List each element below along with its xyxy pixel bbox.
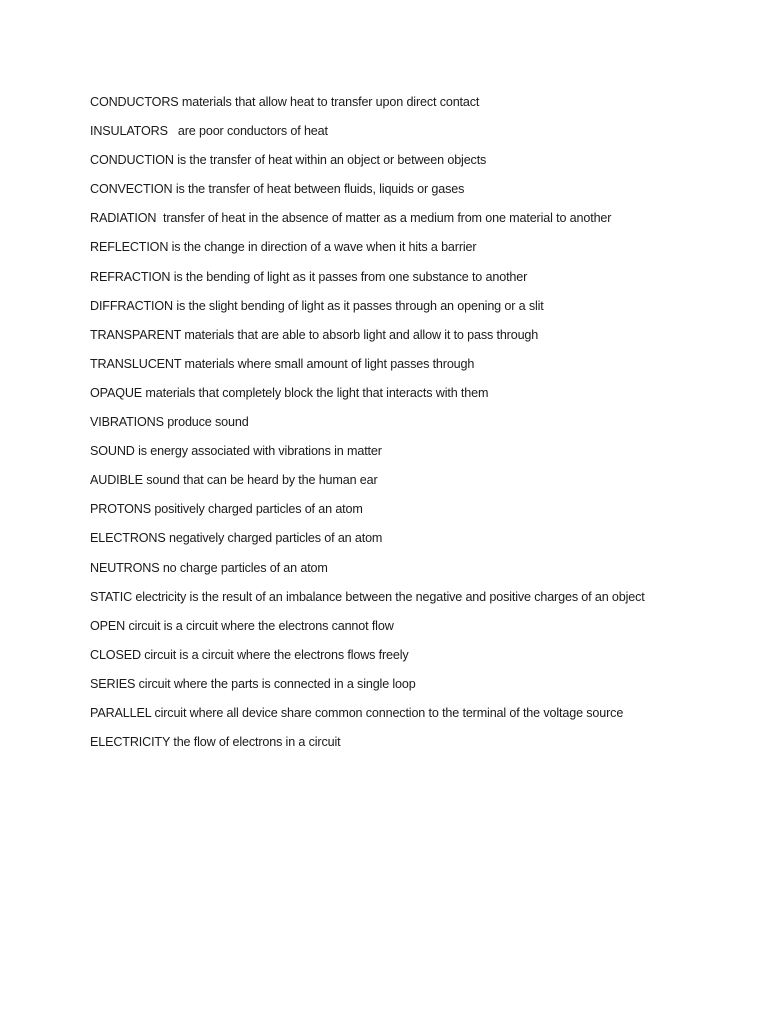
definition: sound that can be heard by the human ear	[146, 473, 378, 488]
term: PROTONS	[90, 502, 151, 517]
definition-line-parallel	[90, 704, 750, 733]
definition-line-opaque	[90, 384, 750, 413]
definition: negatively charged particles of an atom	[169, 531, 383, 546]
definition-line-reflection	[90, 238, 750, 267]
definition-line-audible	[90, 471, 750, 500]
definition-line-translucent	[90, 355, 750, 384]
definition: circuit where all device share common connection to the terminal of the voltage source	[154, 705, 624, 720]
definition: positively charged particles of an atom	[154, 502, 363, 517]
definition: are poor conductors of heat	[171, 124, 328, 139]
term: AUDIBLE	[90, 473, 143, 488]
term: TRANSLUCENT	[90, 356, 182, 371]
term: STATIC	[90, 589, 133, 604]
definition-line-electrons	[90, 529, 750, 558]
term: DIFFRACTION	[90, 298, 174, 313]
definition: no charge particles of an atom	[162, 560, 328, 575]
definition: is the transfer of heat within an object or between objects	[177, 153, 487, 168]
definition: materials that completely block the light that interacts with them	[145, 385, 489, 400]
definition: the flow of electrons in a circuit	[173, 735, 341, 750]
definition: materials where small amount of light passes through	[184, 356, 475, 371]
definition-line-electricity	[90, 733, 750, 762]
definition: materials that allow heat to transfer upon direct contact	[181, 95, 480, 109]
definition-line-transparent	[90, 326, 750, 355]
definition-line-vibrations	[90, 413, 750, 442]
term: ELECTRONS	[90, 531, 166, 546]
term: RADIATION	[90, 211, 157, 226]
term: NEUTRONS	[90, 560, 160, 575]
definition: circuit is a circuit where the electrons flows freely	[144, 647, 409, 662]
term: SERIES	[90, 676, 136, 691]
term: REFRACTION	[90, 269, 171, 284]
definition: is energy associated with vibrations in matter	[138, 444, 382, 459]
definition-line-static	[90, 588, 750, 617]
definition: transfer of heat in the absence of matter as a medium from one material to another	[159, 211, 612, 226]
definition-line-refraction	[90, 268, 750, 297]
term: CLOSED	[90, 647, 141, 662]
definition: is the change in direction of a wave when it hits a barrier	[171, 240, 477, 255]
term: REFLECTION	[90, 240, 169, 255]
term: OPAQUE	[90, 385, 143, 400]
definition: is the transfer of heat between fluids, liquids or gases	[175, 182, 465, 197]
definition: circuit where the parts is connected in a single loop	[138, 676, 416, 691]
definition-line-neutrons	[90, 559, 750, 588]
definition-line-diffraction	[90, 297, 750, 326]
definition: is the bending of light as it passes from one substance to another	[173, 269, 528, 284]
definition-line-conduction	[90, 151, 750, 180]
definition-line-closed	[90, 646, 750, 675]
term: SOUND	[90, 444, 135, 459]
term: INSULATORS	[90, 124, 168, 139]
definition: is the slight bending of light as it passes through an opening or a slit	[176, 298, 544, 313]
definition-line-radiation	[90, 209, 750, 238]
definition-line-sound	[90, 442, 750, 471]
definition: materials that are able to absorb light and allow it to pass through	[184, 327, 539, 342]
definition-list	[90, 93, 750, 762]
definition: circuit is a circuit where the electrons cannot flow	[128, 618, 394, 633]
definition: electricity is the result of an imbalance between the negative and positive charges of an object	[135, 589, 645, 604]
definition-line-conductors	[90, 93, 750, 122]
term: CONDUCTORS	[90, 95, 179, 109]
definition-line-open	[90, 617, 750, 646]
term: CONVECTION	[90, 182, 173, 197]
definition-line-series	[90, 675, 750, 704]
term: TRANSPARENT	[90, 327, 181, 342]
definition-line-convection	[90, 180, 750, 209]
definition: produce sound	[167, 415, 249, 430]
term: PARALLEL	[90, 705, 152, 720]
definition-line-protons	[90, 500, 750, 529]
term: ELECTRICITY	[90, 735, 170, 750]
term: OPEN	[90, 618, 126, 633]
term: VIBRATIONS	[90, 415, 164, 430]
definition-line-insulators	[90, 122, 750, 151]
term: CONDUCTION	[90, 153, 174, 168]
